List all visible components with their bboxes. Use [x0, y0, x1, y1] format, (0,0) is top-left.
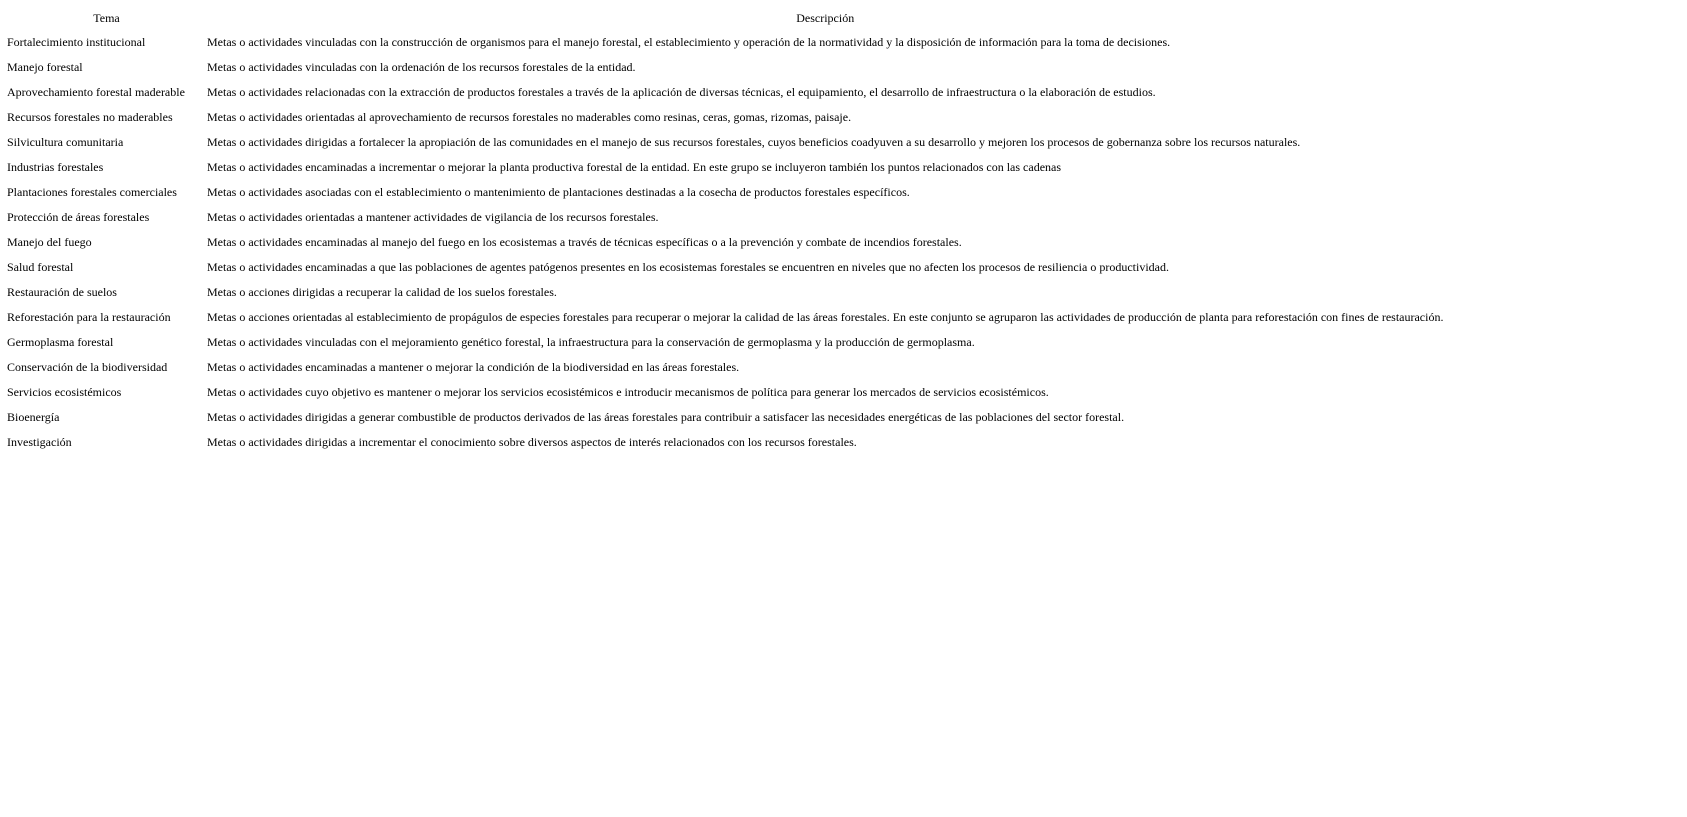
table-row — [6, 179, 1443, 204]
topics-table — [6, 6, 1443, 454]
cell-descripcion: Metas o actividades dirigidas a fortalecer la apropiación de las comunidades en el manejo de sus recursos forestales, cuyos beneficios coadyuven a su desarrollo y mejoren los procesos de gobernanza sobre los recursos naturales. — [207, 134, 1301, 149]
header-row — [6, 6, 1443, 29]
cell-descripcion: Metas o actividades orientadas a mantener actividades de vigilancia de los recursos forestales. — [207, 209, 659, 224]
cell-descripcion: Metas o acciones dirigidas a recuperar la calidad de los suelos forestales. — [207, 284, 557, 299]
table-row — [6, 54, 1443, 79]
cell-descripcion: Metas o acciones orientadas al establecimiento de propágulos de especies forestales para recuperar o mejorar la calidad de las áreas forestales. En este conjunto se agruparon las actividades de producción de planta para reforestación con fines de restauración. — [207, 309, 1444, 324]
cell-tema: Protección de áreas forestales — [7, 209, 150, 224]
cell-descripcion: Metas o actividades asociadas con el establecimiento o mantenimiento de plantaciones destinadas a la cosecha de productos forestales específicos. — [207, 184, 910, 199]
cell-tema: Recursos forestales no maderables — [7, 109, 173, 124]
table-row — [6, 154, 1443, 179]
cell-descripcion: Metas o actividades dirigidas a incrementar el conocimiento sobre diversos aspectos de interés relacionados con los recursos forestales. — [207, 434, 857, 449]
table-row — [6, 104, 1443, 129]
cell-tema: Aprovechamiento forestal maderable — [7, 84, 185, 99]
cell-descripcion: Metas o actividades dirigidas a generar combustible de productos derivados de las áreas forestales para contribuir a satisfacer las necesidades energéticas de las poblaciones del sector forestal. — [207, 409, 1125, 424]
table-container — [6, 6, 1443, 454]
table-row — [6, 279, 1443, 304]
table-row — [6, 304, 1443, 329]
cell-tema: Silvicultura comunitaria — [7, 134, 124, 149]
table-row — [6, 254, 1443, 279]
table-row — [6, 79, 1443, 104]
table-row — [6, 204, 1443, 229]
cell-descripcion: Metas o actividades vinculadas con la construcción de organismos para el manejo forestal, el establecimiento y operación de la normatividad y la disposición de información para la toma de decisiones. — [207, 34, 1171, 49]
table-row — [6, 354, 1443, 379]
table-row — [6, 129, 1443, 154]
cell-tema: Fortalecimiento institucional — [7, 34, 146, 49]
table-row — [6, 329, 1443, 354]
table-body — [6, 29, 1443, 454]
cell-descripcion: Metas o actividades vinculadas con la ordenación de los recursos forestales de la entidad. — [207, 59, 636, 74]
cell-descripcion: Metas o actividades encaminadas a mantener o mejorar la condición de la biodiversidad en las áreas forestales. — [207, 359, 740, 374]
cell-tema: Manejo del fuego — [7, 234, 92, 249]
cell-tema: Plantaciones forestales comerciales — [7, 184, 177, 199]
cell-tema: Industrias forestales — [7, 159, 104, 174]
cell-descripcion: Metas o actividades encaminadas al manejo del fuego en los ecosistemas a través de técnicas específicas o a la prevención y combate de incendios forestales. — [207, 234, 962, 249]
column-header-tema: Tema — [93, 10, 120, 25]
cell-tema: Reforestación para la restauración — [7, 309, 171, 324]
cell-descripcion: Metas o actividades relacionadas con la extracción de productos forestales a través de la aplicación de diversas técnicas, el equipamiento, el desarrollo de infraestructura o la elaboración de estudios. — [207, 84, 1156, 99]
cell-tema: Manejo forestal — [7, 59, 83, 74]
cell-tema: Bioenergía — [7, 409, 60, 424]
table-row — [6, 429, 1443, 454]
table-row — [6, 379, 1443, 404]
column-header-descripcion: Descripción — [796, 10, 855, 25]
table-row — [6, 29, 1443, 54]
table-header — [6, 6, 1443, 29]
cell-tema: Salud forestal — [7, 259, 74, 274]
cell-descripcion: Metas o actividades orientadas al aprovechamiento de recursos forestales no maderables como resinas, ceras, gomas, rizomas, paisaje. — [207, 109, 852, 124]
cell-descripcion: Metas o actividades cuyo objetivo es mantener o mejorar los servicios ecosistémicos e introducir mecanismos de política para generar los mercados de servicios ecosistémicos. — [207, 384, 1049, 399]
cell-tema: Germoplasma forestal — [7, 334, 114, 349]
cell-tema: Investigación — [7, 434, 72, 449]
cell-descripcion: Metas o actividades encaminadas a incrementar o mejorar la planta productiva forestal de la entidad. En este grupo se incluyeron también los puntos relacionados con las cadenas — [207, 159, 1062, 174]
cell-tema: Servicios ecosistémicos — [7, 384, 122, 399]
table-row — [6, 229, 1443, 254]
cell-tema: Conservación de la biodiversidad — [7, 359, 168, 374]
table-row — [6, 404, 1443, 429]
cell-descripcion: Metas o actividades encaminadas a que las poblaciones de agentes patógenos presentes en los ecosistemas forestales se encuentren en niveles que no afecten los procesos de resiliencia o productividad. — [207, 259, 1169, 274]
cell-descripcion: Metas o actividades vinculadas con el mejoramiento genético forestal, la infraestructura para la conservación de germoplasma y la producción de germoplasma. — [207, 334, 975, 349]
cell-tema: Restauración de suelos — [7, 284, 117, 299]
